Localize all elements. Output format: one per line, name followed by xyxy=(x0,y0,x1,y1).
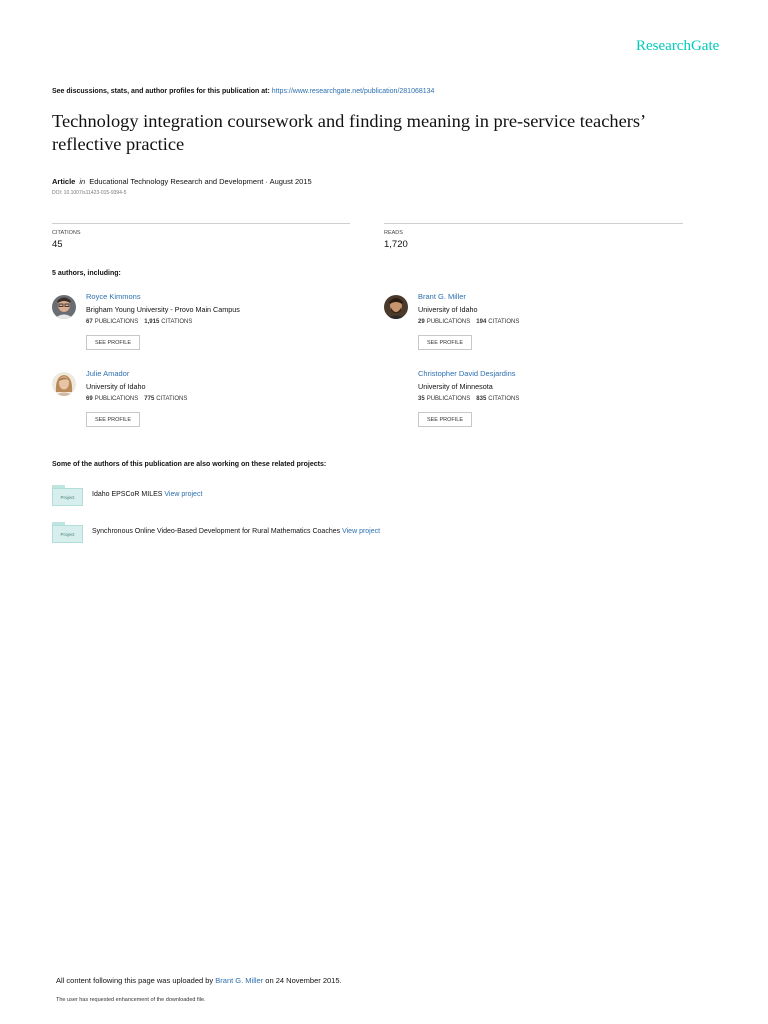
author-name-link[interactable]: Brant G. Miller xyxy=(418,292,466,301)
citations-label: CITATIONS xyxy=(52,230,81,236)
author-avatar[interactable] xyxy=(384,295,408,319)
view-project-link[interactable]: View project xyxy=(164,491,203,498)
doi-text: DOI: 10.1007/s11423-015-9394-5 xyxy=(52,190,127,196)
see-profile-button[interactable]: SEE PROFILE xyxy=(86,335,140,350)
reads-value: 1,720 xyxy=(384,239,408,250)
publications-label: PUBLICATIONS xyxy=(426,396,471,402)
author-institution: University of Minnesota xyxy=(418,382,493,391)
authors-heading: 5 authors, including: xyxy=(52,270,121,277)
reads-label: READS xyxy=(384,230,403,236)
uploader-link[interactable]: Brant G. Miller xyxy=(215,976,264,985)
researchgate-logo[interactable]: ResearchGate xyxy=(636,38,720,54)
project-item xyxy=(52,485,652,509)
author-publications-count: 69 xyxy=(86,396,93,402)
author-institution: University of Idaho xyxy=(86,382,146,391)
author-stats xyxy=(418,319,519,325)
see-profile-button[interactable]: SEE PROFILE xyxy=(418,335,472,350)
author-stats xyxy=(418,396,519,402)
reads-divider xyxy=(384,223,683,224)
article-info xyxy=(52,177,312,186)
publications-label: PUBLICATIONS xyxy=(94,396,139,402)
project-name: Synchronous Online Video-Based Development for Rural Mathematics Coaches xyxy=(92,528,341,535)
project-text xyxy=(92,528,380,535)
author-name-link[interactable]: Julie Amador xyxy=(86,369,130,378)
photo-man-glasses-icon xyxy=(52,295,76,319)
project-folder-icon xyxy=(52,485,83,507)
author-citations-count: 835 xyxy=(476,396,487,402)
author-institution: Brigham Young University - Provo Main Campus xyxy=(86,305,240,314)
see-discussions-text: See discussions, stats, and author profiles for this publication at: xyxy=(52,88,272,95)
see-profile-button[interactable]: SEE PROFILE xyxy=(418,412,472,427)
publication-title: Technology integration coursework and finding meaning in pre-service teachers’ reflective practice xyxy=(52,111,645,154)
author-name-link[interactable]: Christopher David Desjardins xyxy=(418,369,516,378)
article-type: Article xyxy=(52,177,76,186)
see-profile-button[interactable]: SEE PROFILE xyxy=(86,412,140,427)
citations-value: 45 xyxy=(52,239,63,250)
project-text xyxy=(92,491,202,498)
publication-url-link[interactable]: https://www.researchgate.net/publication/281068134 xyxy=(271,88,435,95)
journal-name: Educational Technology Research and Development · August 2015 xyxy=(89,177,312,186)
project-folder-icon xyxy=(52,522,83,544)
author-publications-count: 35 xyxy=(418,396,425,402)
citations-label: CITATIONS xyxy=(488,396,520,402)
author-stats xyxy=(86,319,192,325)
enhancement-note: The user has requested enhancement of the downloaded file. xyxy=(56,997,206,1003)
author-avatar[interactable] xyxy=(52,372,76,396)
author-stats xyxy=(86,396,187,402)
citations-label: CITATIONS xyxy=(156,396,188,402)
author-publications-count: 29 xyxy=(418,319,425,325)
photo-woman-icon xyxy=(52,372,76,396)
author-publications-count: 67 xyxy=(86,319,93,325)
citations-label: CITATIONS xyxy=(488,319,520,325)
project-tile-label: Project xyxy=(52,525,83,543)
author-institution: University of Idaho xyxy=(418,305,478,314)
project-name: Idaho EPSCoR MILES xyxy=(92,491,163,498)
photo-man-beard-icon xyxy=(384,295,408,319)
article-in: in xyxy=(79,177,86,186)
project-tile-label: Project xyxy=(52,488,83,506)
upload-footer xyxy=(56,976,342,985)
author-name-link[interactable]: Royce Kimmons xyxy=(86,292,141,301)
upload-suffix: on 24 November 2015. xyxy=(263,976,342,985)
upload-prefix: All content following this page was uploaded by xyxy=(56,976,216,985)
publications-label: PUBLICATIONS xyxy=(426,319,471,325)
view-project-link[interactable]: View project xyxy=(342,528,381,535)
citations-label: CITATIONS xyxy=(161,319,193,325)
author-avatar[interactable] xyxy=(52,295,76,319)
author-citations-count: 775 xyxy=(144,396,155,402)
author-citations-count: 194 xyxy=(476,319,487,325)
see-discussions-line xyxy=(52,88,434,95)
project-item xyxy=(52,522,652,546)
citations-divider xyxy=(52,223,350,224)
related-projects-heading: Some of the authors of this publication are also working on these related projects: xyxy=(52,461,327,468)
author-citations-count: 1,915 xyxy=(144,319,160,325)
publications-label: PUBLICATIONS xyxy=(94,319,139,325)
